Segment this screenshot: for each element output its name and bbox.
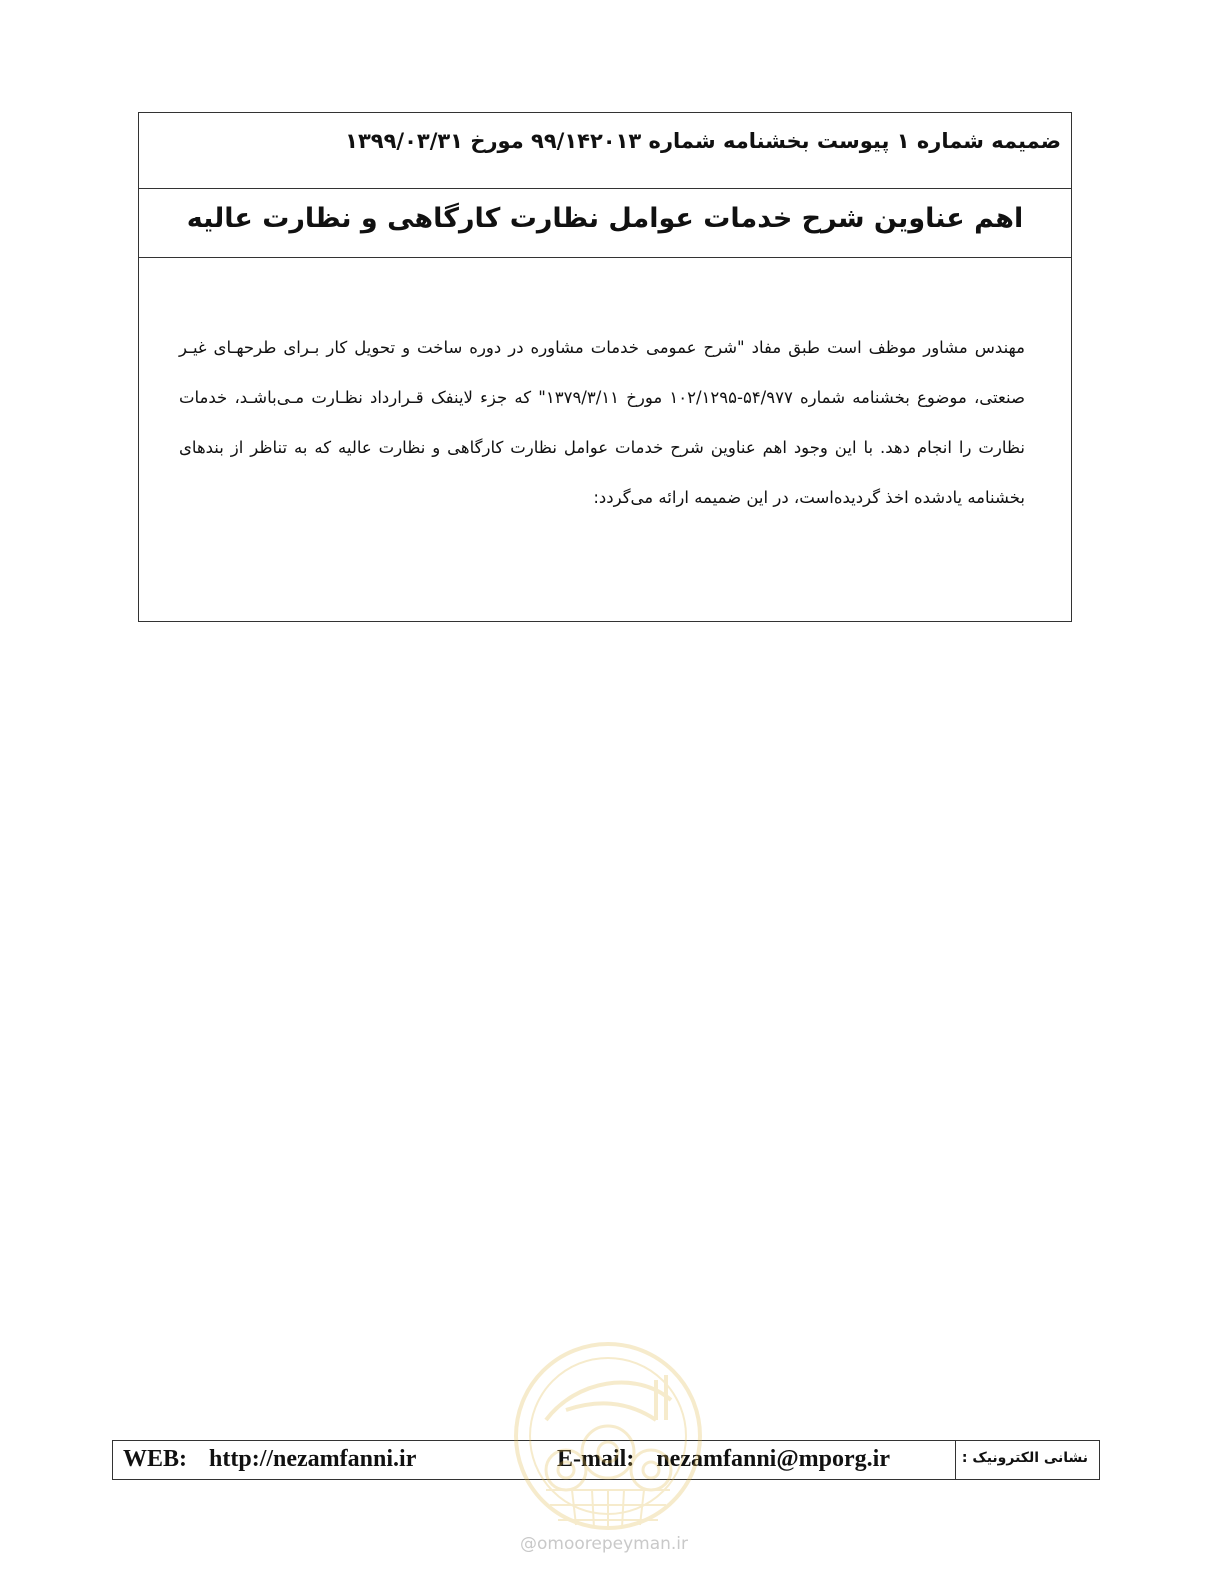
document-body-paragraph: مهندس مشاور موظف است طبق مفاد "شرح عمومی خدمات مشاوره در دوره ساخت و تحویل کار بـرای طرحهـای غیـر صنعتی، موضوع بخشنامه شماره ۵۴/۹۷۷-۱۰۲/۱۲۹۵ مورخ ۱۳۷۹/۳/۱۱" که جزء لاینفک قـرارداد نظـارت مـی‌باشـد، خدمات نظارت را انجام دهد. با این وجود اهم عناوین شرح خدمات عوامل نظارت کارگاهی و نظارت عالیه که به تناظر از بندهای بخشنامه یادشده اخذ گردیده‌است، در این ضمیمه ارائه می‌گردد: xyxy=(179,338,1025,507)
annex-box xyxy=(138,112,1072,622)
footer-divider xyxy=(955,1441,956,1479)
footer-web xyxy=(123,1446,416,1473)
footer-email xyxy=(557,1446,890,1473)
electronic-address-label: نشانی الکترونیک : xyxy=(961,1450,1089,1466)
annex-header: ضمیمه شماره ۱ پیوست بخشنامه شماره ۹۹/۱۴۲۰۱۳ مورخ ۱۳۹۹/۰۳/۳۱ xyxy=(139,113,1071,189)
footer-contact-bar xyxy=(112,1440,1100,1480)
email-address-link[interactable]: nezamfanni@mporg.ir xyxy=(656,1446,890,1472)
watermark-url: @omoorepeyman.ir xyxy=(520,1534,689,1554)
web-label: WEB: xyxy=(123,1446,188,1472)
email-label: E-mail: xyxy=(557,1446,635,1472)
document-title: اهم عناوین شرح خدمات عوامل نظارت کارگاهی و نظارت عالیه xyxy=(139,189,1071,258)
web-url-link[interactable]: http://nezamfanni.ir xyxy=(209,1446,417,1472)
